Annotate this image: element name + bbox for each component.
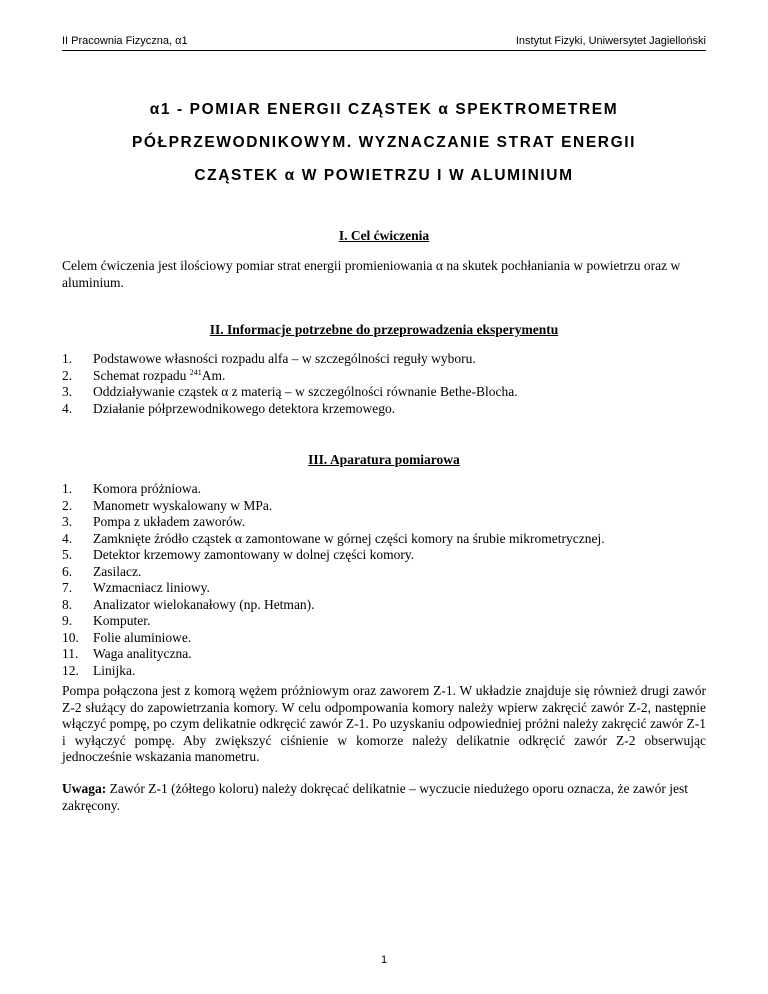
goal-paragraph: Celem ćwiczenia jest ilościowy pomiar strat energii promieniowania α na skutek pochłaniania w powietrzu oraz w aluminium.: [62, 258, 681, 290]
header-institute: Instytut Fizyki, Uniwersytet Jagielloński: [515, 35, 706, 47]
title-line-2: PÓŁPRZEWODNIKOWYM. WYZNACZANIE STRAT ENERGII: [131, 134, 637, 151]
title-line-1: α1 - POMIAR ENERGII CZĄSTEK α SPEKTROMETREM: [149, 101, 619, 118]
list-item: 9. Komputer.: [62, 613, 151, 628]
list-item: 4. Działanie półprzewodnikowego detektora krzemowego.: [62, 400, 396, 416]
info-list: [62, 351, 706, 417]
list-item: 1. Podstawowe własności rozpadu alfa – w szczególności reguły wyboru.: [62, 351, 476, 366]
note-paragraph: [62, 781, 706, 814]
list-item: 7. Wzmacniacz liniowy.: [62, 580, 210, 595]
section-heading-apparatus: III. Aparatura pomiarowa: [308, 452, 460, 467]
note-label: Uwaga:: [62, 781, 107, 796]
list-item: 11. Waga analityczna.: [62, 646, 192, 661]
list-item: 3. Oddziaływanie cząstek α z materią – w szczególności równanie Bethe-Blocha.: [62, 384, 518, 399]
list-item: 3. Pompa z układem zaworów.: [62, 514, 246, 529]
note-text: Zawór Z-1 (żółtego koloru) należy dokręcać delikatnie – wyczucie niedużego oporu oznacza, że zawór jest zakręcony.: [62, 781, 688, 813]
page-header: [62, 34, 706, 51]
section-heading-info: II. Informacje potrzebne do przeprowadzenia eksperymentu: [209, 322, 559, 337]
apparatus-paragraph: Pompa połączona jest z komorą wężem próżniowym oraz zaworem Z-1. W układzie znajduje się również drugi zawór Z-2 służący do zapowietrzania komory. W celu odpompowania komory należy wpierw zakręcić zawór Z-2, następnie włączyć pompę, po czym delikatnie odkręcić zawór Z-1. Po uzyskaniu odpowiedniej próżni należy zakręcić zawór Z-1 i wyłączyć pompę. Aby zwiększyć ciśnienie w komorze należy delikatnie odkręcić zawór Z-2 obserwując jednocześnie wskazania manometru.: [62, 683, 706, 764]
isotope-mass-number: 241: [189, 367, 202, 377]
list-item: 5. Detektor krzemowy zamontowany w dolnej części komory.: [62, 547, 415, 562]
list-item: 8. Analizator wielokanałowy (np. Hetman).: [62, 596, 315, 612]
list-item: 2. Manometr wyskalowany w MPa.: [62, 497, 273, 513]
page-number: 1: [380, 954, 388, 966]
section-heading-goal: I. Cel ćwiczenia: [338, 228, 430, 243]
list-item: 2. Schemat rozpadu $^{241}$Am.: [62, 367, 226, 383]
header-course: II Pracownia Fizyczna, α1: [62, 35, 188, 47]
list-item: 1. Komora próżniowa.: [62, 481, 201, 496]
title-line-3: CZĄSTEK α W POWIETRZU I W ALUMINIUM: [194, 167, 574, 184]
document-title: [70, 93, 698, 192]
list-item: 12. Linijka.: [62, 662, 136, 678]
apparatus-list: [62, 481, 706, 679]
list-item: 10. Folie aluminiowe.: [62, 629, 192, 645]
list-item: 6. Zasilacz.: [62, 563, 142, 579]
list-item: 4. Zamknięte źródło cząstek α zamontowane w górnej części komory na śrubie mikrometrycznej.: [62, 530, 605, 546]
